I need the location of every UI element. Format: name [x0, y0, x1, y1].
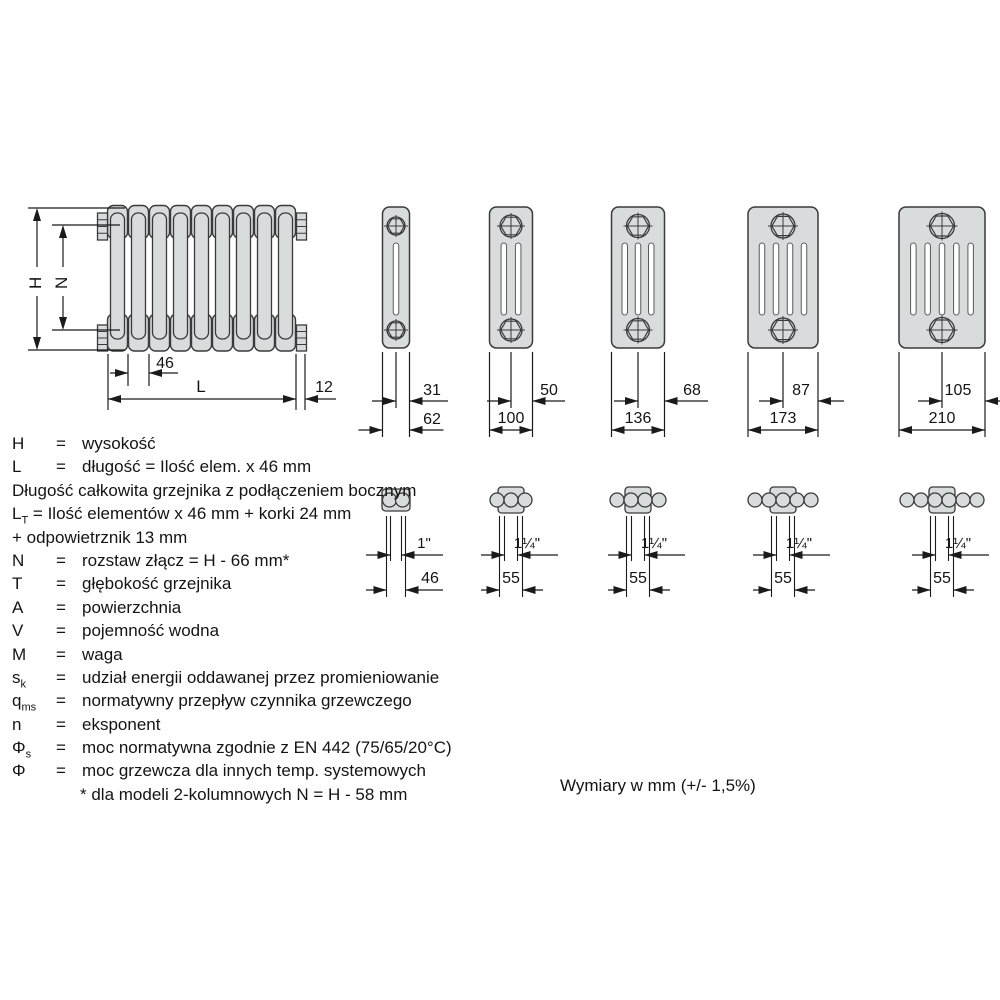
element-width-dimension — [110, 354, 178, 386]
air-gap-slot — [939, 243, 945, 315]
tube-circle — [914, 493, 928, 507]
section-group-5col — [748, 207, 844, 597]
legend-equals: = — [56, 434, 66, 453]
legend-row — [12, 783, 452, 806]
tube-circle — [610, 493, 624, 507]
air-gap-slot — [787, 243, 793, 315]
legend-text: wysokość — [82, 434, 156, 453]
cross-section-2col — [383, 207, 410, 348]
legend-text: + odpowietrznik 13 mm — [12, 527, 188, 547]
legend-row — [12, 713, 452, 736]
top-view-4col — [610, 487, 666, 513]
tube-circle — [956, 493, 970, 507]
pitch-label: 55 — [629, 570, 647, 587]
half-width-label: 50 — [540, 382, 558, 399]
top-view-3col — [490, 487, 532, 513]
connection-dimensions — [912, 516, 989, 597]
end-offset-label: 12 — [315, 379, 333, 396]
half-width-label: 31 — [423, 382, 441, 399]
radiator-body — [98, 206, 307, 352]
tube-circle — [638, 493, 652, 507]
legend-symbol: H — [12, 434, 25, 453]
tube-circle — [652, 493, 666, 507]
legend-equals: = — [56, 761, 66, 781]
legend-symbol: A — [12, 597, 24, 617]
legend-equals: = — [56, 714, 66, 734]
legend-row — [12, 502, 452, 525]
tube-circle — [804, 493, 818, 507]
air-gap-slot — [393, 243, 399, 315]
legend-symbol: $s_k$ — [12, 667, 26, 691]
cross-section-5col — [748, 207, 818, 348]
legend-row — [12, 526, 452, 549]
legend-text: moc grzewcza dla innych temp. systemowych — [82, 761, 426, 781]
legend-symbol: T — [12, 574, 23, 594]
full-width-label: 173 — [769, 410, 797, 427]
air-gap-slot — [501, 243, 507, 315]
length-label: L — [196, 377, 206, 396]
half-width-label: 68 — [683, 382, 701, 399]
height-label: H — [26, 276, 45, 289]
legend-equals: = — [56, 597, 66, 617]
section-group-4col — [608, 207, 708, 597]
air-gap-slot — [635, 243, 641, 315]
legend-equals: = — [56, 667, 66, 687]
tube-circle — [900, 493, 914, 507]
cross-section-3col — [490, 207, 533, 348]
pitch-label: 55 — [774, 570, 792, 587]
tube-circle — [928, 493, 942, 507]
end-offset-dimension — [305, 354, 336, 410]
air-gap-slot — [649, 243, 655, 315]
legend-equals: = — [56, 550, 66, 570]
legend-equals: = — [56, 574, 66, 594]
connection-dimensions — [481, 516, 558, 597]
legend-row — [12, 596, 452, 619]
legend-equals: = — [56, 457, 66, 477]
half-width-label: 105 — [944, 382, 972, 399]
cross-section-6col — [899, 207, 985, 348]
half-width-label: 87 — [792, 382, 810, 399]
section-width-dimensions — [748, 352, 844, 437]
legend-text: moc normatywna zgodnie z EN 442 (75/65/20°C) — [82, 738, 452, 758]
pitch-label: 55 — [502, 570, 520, 587]
legend-row — [12, 759, 452, 782]
air-gap-slot — [773, 243, 779, 315]
top-view-5col — [748, 487, 818, 513]
length-dimension — [108, 354, 296, 410]
legend-equals: = — [56, 644, 66, 664]
tube-circle — [504, 493, 518, 507]
connection-dimensions — [608, 516, 685, 597]
air-gap-slot — [954, 243, 960, 315]
legend-row — [12, 572, 452, 595]
pitch-label: 55 — [933, 570, 951, 587]
legend-row — [12, 619, 452, 642]
full-width-label: 136 — [624, 410, 652, 427]
tube-circle — [748, 493, 762, 507]
legend-symbol: n — [12, 714, 22, 734]
legend-text: udział energii oddawanej przez promieniowanie — [82, 667, 440, 687]
legend-text: rozstaw złącz = H - 66 mm* — [82, 550, 290, 570]
thread-size-label: 1¼" — [640, 535, 668, 552]
full-width-label: 100 — [497, 410, 525, 427]
legend-text: głębokość grzejnika — [82, 574, 232, 594]
legend-symbol: L — [12, 457, 22, 477]
legend-row — [12, 666, 452, 689]
legend-text: Długość całkowita grzejnika z podłączeniem bocznym — [12, 480, 417, 500]
legend-text: normatywny przepływ czynnika grzewczego — [82, 691, 412, 711]
legend-text: powierzchnia — [82, 597, 182, 617]
tube-circle — [970, 493, 984, 507]
air-gap-slot — [801, 243, 807, 315]
tube-circle — [762, 493, 776, 507]
air-gap-slot — [622, 243, 628, 315]
section-group-6col — [899, 207, 1000, 597]
section-width-dimensions — [359, 352, 449, 437]
legend-row — [12, 455, 452, 478]
legend-text: długość = Ilość elem. x 46 mm — [82, 457, 312, 477]
tube-circle — [518, 493, 532, 507]
air-gap-slot — [925, 243, 931, 315]
legend-symbol: N — [12, 550, 25, 570]
full-width-label: 62 — [423, 411, 441, 428]
legend-row — [12, 549, 452, 572]
units-note: Wymiary w mm (+/- 1,5%) — [560, 776, 756, 795]
legend-equals: = — [56, 738, 66, 758]
tube-circle — [942, 493, 956, 507]
thread-size-label: 1¼" — [785, 535, 813, 552]
tube-circle — [490, 493, 504, 507]
air-gap-slot — [911, 243, 917, 315]
cross-section-4col — [612, 207, 665, 348]
legend-text: pojemność wodna — [82, 621, 220, 641]
legend-text: * dla modeli 2-kolumnowych N = H - 58 mm — [80, 784, 408, 804]
legend-row — [12, 736, 452, 759]
top-view-6col — [900, 487, 984, 513]
legend-symbol: $q_{ms}$ — [12, 691, 37, 714]
element-width-label: 46 — [156, 355, 174, 372]
spacing-dimension — [52, 225, 120, 330]
section-width-dimensions — [487, 352, 565, 437]
legend-text: $L_T$ = Ilość elementów x 46 mm + korki 24 mm — [12, 504, 352, 527]
thread-size-label: 1" — [417, 535, 431, 552]
air-gap-slot — [515, 243, 521, 315]
full-width-label: 210 — [928, 410, 956, 427]
air-gap-slot — [759, 243, 765, 315]
section-width-dimensions — [612, 352, 709, 437]
front-view — [26, 206, 336, 411]
spacing-label: N — [52, 276, 71, 289]
section-group-3col — [481, 207, 565, 597]
tube-circle — [624, 493, 638, 507]
legend-symbol: V — [12, 621, 24, 641]
tube-circle — [790, 493, 804, 507]
legend-symbol: Φ — [12, 761, 26, 781]
legend-row — [12, 432, 452, 455]
air-gap-slot — [968, 243, 974, 315]
legend-row — [12, 643, 452, 666]
legend-text: waga — [82, 644, 123, 664]
tube-circle — [776, 493, 790, 507]
legend-row — [12, 479, 452, 502]
connection-dimensions — [753, 516, 830, 597]
thread-size-label: 1¼" — [513, 535, 541, 552]
legend — [12, 432, 452, 806]
pitch-label: 46 — [421, 570, 439, 587]
legend-text: eksponent — [82, 714, 161, 734]
legend-equals: = — [56, 621, 66, 641]
legend-row — [12, 689, 452, 712]
legend-equals: = — [56, 691, 66, 711]
legend-symbol: $\Phi_s$ — [12, 738, 32, 761]
section-width-dimensions — [899, 352, 1000, 437]
thread-size-label: 1¼" — [944, 535, 972, 552]
legend-symbol: M — [12, 644, 27, 664]
